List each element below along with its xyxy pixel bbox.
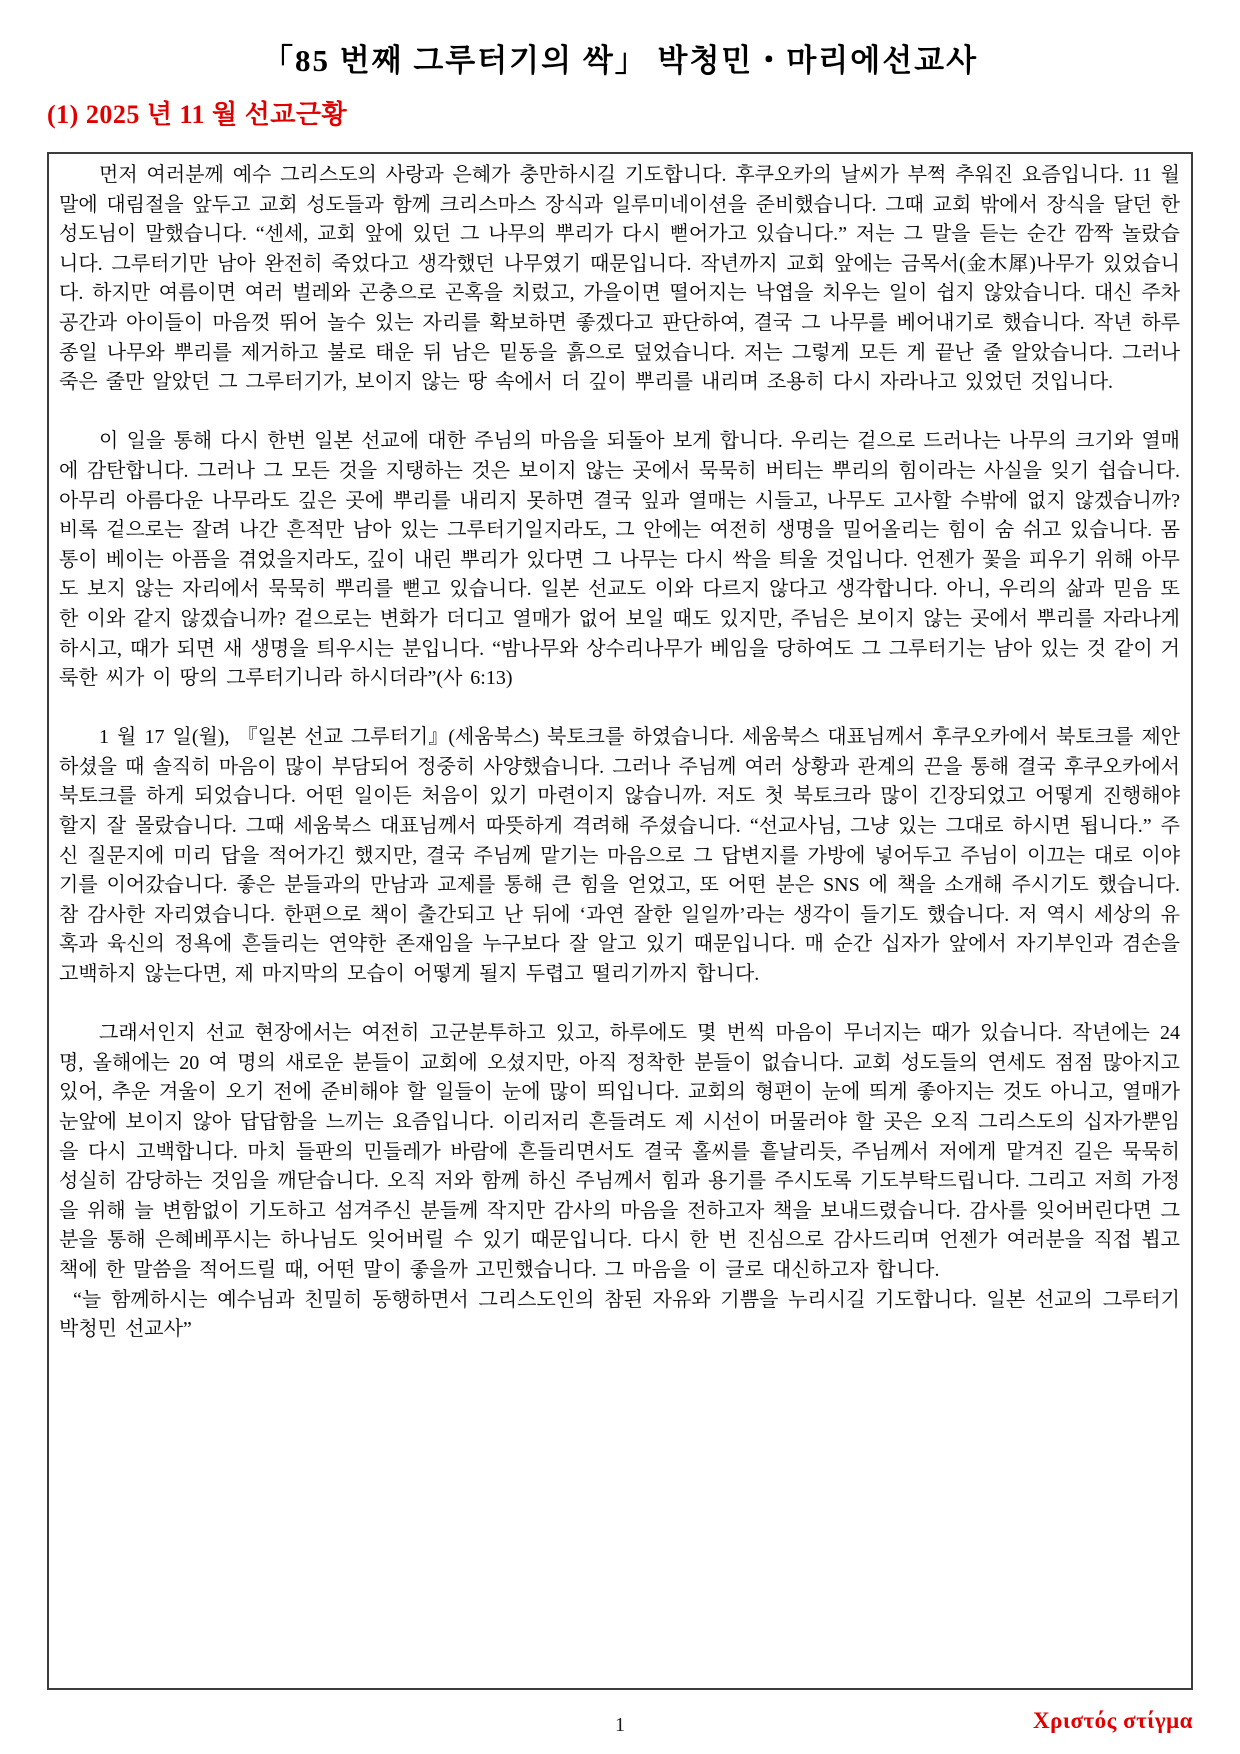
paragraph-3: 1 월 17 일(월), 『일본 선교 그루터기』(세움북스) 북토크를 하였습니다. 세움북스 대표님께서 후쿠오카에서 북토크를 제안하셨을 때 솔직히 마음이 많이 부담되어 정중히 사양했습니다. 그러나 주님께 여러 상황과 관계의 끈을 통해 결국 후쿠오카에서 북토크를 하게 되었습니다. 어떤 일이든 처음이 있기 마련이지 않습니까. 저도 첫 북토크라 많이 긴장되었고 어떻게 진행해야 할지 잘 몰랐습니다. 그때 세움북스 대표님께서 따뜻하게 격려해 주셨습니다. “선교사님, 그냥 있는 그대로 하시면 됩니다.” 주신 질문지에 미리 답을 적어가긴 했지만, 결국 주님께 맡기는 마음으로 그 답변지를 가방에 넣어두고 주님이 이끄는 대로 이야기를 이어갔습니다. 좋은 분들과의 만남과 교제를 통해 큰 힘을 얻었고, 또 어떤 분은 SNS 에 책을 소개해 주시기도 했습니다. 참 감사한 자리였습니다. 한편으로 책이 출간되고 난 뒤에 ‘과연 잘한 일일까’라는 생각이 들기도 했습니다. 저 역시 세상의 유혹과 육신의 정욕에 흔들리는 연약한 존재임을 누구보다 잘 알고 있기 때문입니다. 매 순간 십자가 앞에서 자기부인과 겸손을 고백하지 않는다면, 제 마지막의 모습이 어떻게 될지 두렵고 떨리기까지 합니다. bbox=[59, 726, 1180, 986]
page-title: 「85 번째 그루터기의 싹」 박청민・마리에선교사 bbox=[261, 43, 979, 78]
section-heading: (1) 2025 년 11 월 선교근황 bbox=[47, 100, 348, 129]
paragraph-4: 그래서인지 선교 현장에서는 여전히 고군분투하고 있고, 하루에도 몇 번씩 마음이 무너지는 때가 있습니다. 작년에는 24 명, 올해에는 20 여 명의 새로운 분들이 교회에 오셨지만, 아직 정착한 분들이 없습니다. 교회 성도들의 연세도 점점 많아지고 있어, 추운 겨울이 오기 전에 준비해야 할 일들이 눈에 많이 띄입니다. 교회의 형편이 눈에 띄게 좋아지는 것도 아니고, 열매가 눈앞에 보이지 않아 답답함을 느끼는 요즘입니다. 이리저리 흔들려도 제 시선이 머물러야 할 곳은 오직 그리스도의 십자가뿐임을 다시 고백합니다. 마치 들판의 민들레가 바람에 흔들리면서도 결국 홀씨를 흩날리듯, 주님께서 저에게 맡겨진 길은 묵묵히 성실히 감당하는 것임을 깨닫습니다. 오직 저와 함께 하신 주님께서 힘과 용기를 주시도록 기도부탁드립니다. 그리고 저희 가정을 위해 늘 변함없이 기도하고 섬겨주신 분들께 작지만 감사의 마음을 전하고자 책을 보내드렸습니다. 감사를 잊어버린다면 그 분을 통해 은혜베푸시는 하나님도 잊어버릴 수 있기 때문입니다. 다시 한 번 진심으로 감사드리며 언젠가 여러분을 직접 뵙고 책에 한 말씀을 적어드릴 때, 어떤 말이 좋을까 고민했습니다. 그 마음을 이 글로 대신하고자 합니다. bbox=[59, 1022, 1180, 1281]
page-number: 1 bbox=[615, 1714, 625, 1736]
body-text-box bbox=[47, 152, 1193, 1690]
paragraph-1: 먼저 여러분께 예수 그리스도의 사랑과 은혜가 충만하시길 기도합니다. 후쿠오카의 날씨가 부쩍 추워진 요즘입니다. 11 월 말에 대림절을 앞두고 교회 성도들과 함께 크리스마스 장식과 일루미네이션을 준비했습니다. 그때 교회 밖에서 장식을 달던 한 성도님이 말했습니다. “센세, 교회 앞에 있던 그 나무의 뿌리가 다시 뻗어가고 있습니다.” 저는 그 말을 듣는 순간 깜짝 놀랐습니다. 그루터기만 남아 완전히 죽었다고 생각했던 나무였기 때문입니다. 작년까지 교회 앞에는 금목서(金木犀)나무가 있었습니다. 하지만 여름이면 여러 벌레와 곤충으로 곤혹을 치렀고, 가을이면 떨어지는 낙엽을 치우는 일이 쉽지 않았습니다. 대신 주차 공간과 아이들이 마음껏 뛰어 놀수 있는 자리를 확보하면 좋겠다고 판단하여, 결국 그 나무를 베어내기로 했습니다. 작년 하루 종일 나무와 뿌리를 제거하고 불로 태운 뒤 남은 밑동을 흙으로 덮었습니다. 저는 그렇게 모든 게 끝난 줄 알았습니다. 그러나 죽은 줄만 알았던 그 그루터기가, 보이지 않는 땅 속에서 더 깊이 뿌리를 내리며 조용히 다시 자라나고 있었던 것입니다. bbox=[59, 164, 1180, 394]
closing-quote: “늘 함께하시는 예수님과 친밀히 동행하면서 그리스도인의 참된 자유와 기쁨을 누리시길 기도합니다. 일본 선교의 그루터기 박청민 선교사” bbox=[59, 1288, 1180, 1341]
footer-note: Χριστός στίγμα bbox=[1033, 1708, 1193, 1733]
paragraph-2: 이 일을 통해 다시 한번 일본 선교에 대한 주님의 마음을 되돌아 보게 합니다. 우리는 겉으로 드러나는 나무의 크기와 열매에 감탄합니다. 그러나 그 모든 것을 지탱하는 것은 보이지 않는 곳에서 묵묵히 버티는 뿌리의 힘이라는 사실을 잊기 쉽습니다. 아무리 아름다운 나무라도 깊은 곳에 뿌리를 내리지 못하면 결국 잎과 열매는 시들고, 나무도 고사할 수밖에 없지 않겠습니까? 비록 겉으로는 잘려 나간 흔적만 남아 있는 그루터기일지라도, 그 안에는 여전히 생명을 밀어올리는 힘이 숨 쉬고 있습니다. 몸통이 베이는 아픔을 겪었을지라도, 깊이 내린 뿌리가 있다면 그 나무는 다시 싹을 틔울 것입니다. 언젠가 꽃을 피우기 위해 아무도 보지 않는 자리에서 묵묵히 뿌리를 뻗고 있습니다. 일본 선교도 이와 다르지 않다고 생각합니다. 아니, 우리의 삶과 믿음 또한 이와 같지 않겠습니까? 겉으로는 변화가 더디고 열매가 없어 보일 때도 있지만, 주님은 보이지 않는 곳에서 뿌리를 자라나게 하시고, 때가 되면 새 생명을 틔우시는 분입니다. “밤나무와 상수리나무가 베임을 당하여도 그 그루터기는 남아 있는 것 같이 거룩한 씨가 이 땅의 그루터기니라 하시더라”(사 6:13) bbox=[59, 430, 1180, 690]
